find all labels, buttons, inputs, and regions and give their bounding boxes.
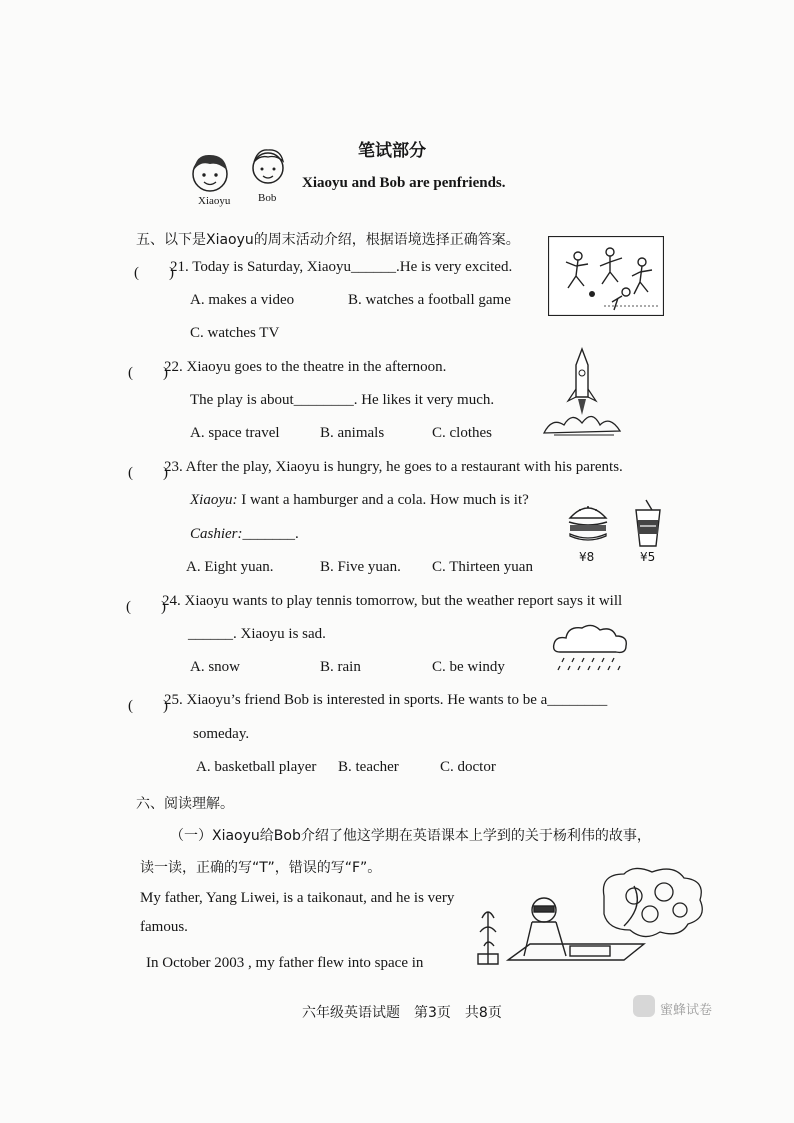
q22-option-b: B. animals [320,425,385,441]
q25-stem: 25. Xiaoyu’s friend Bob is interested in sports. He wants to be a________ [164,692,608,708]
page-subtitle: Xiaoyu and Bob are penfriends. [302,175,506,191]
q23-dialogue-1 [190,492,529,509]
q22-line2: The play is about________. He likes it very much. [190,392,495,408]
q21-option-c: C. watches TV [190,325,280,341]
q25-option-c: C. doctor [440,759,496,775]
section6-intro-2: 读一读，正确的写“T”，错误的写“F”。 [140,860,382,876]
watermark-text: 蜜蜂试卷 [660,1003,713,1018]
section5-heading: 五、以下是Xiaoyu的周末活动介绍，根据语境选择正确答案。 [136,232,520,248]
q25-option-b: B. teacher [338,759,399,775]
q23-dialogue-2 [190,526,299,543]
q25-answer-box[interactable]: ( ) [128,698,168,714]
q23-option-c: C. Thirteen yuan [432,559,533,575]
passage-line-3: In October 2003 , my father flew into space in [146,955,424,971]
q23-speaker-xiaoyu: Xiaoyu: [190,492,238,508]
q24-option-c: C. be windy [432,659,505,675]
passage-line-1: My father, Yang Liwei, is a taikonaut, and he is very [140,890,455,906]
page-footer: 六年级英语试题 第3页 共8页 [302,1005,502,1021]
q22-option-a: A. space travel [190,425,280,441]
rain-cloud-icon [550,622,630,678]
q21-stem: 21. Today is Saturday, Xiaoyu______.He is very excited. [170,259,513,275]
q23-line2: _______. [242,526,299,542]
q23-answer-box[interactable]: ( ) [128,465,168,481]
q25-option-a: A. basketball player [196,759,317,775]
watermark-logo-icon [633,995,655,1017]
bob-label: Bob [258,192,277,204]
q24-stem: 24. Xiaoyu wants to play tennis tomorrow, but the weather report says it will [162,593,623,609]
cola-picture [632,498,664,548]
q22-answer-box[interactable]: ( ) [128,365,168,381]
section6-intro-1: （一）Xiaoyu给Bob介绍了他这学期在英语课本上学到的关于杨利伟的故事， [170,828,651,844]
xiaoyu-label: Xiaoyu [198,195,231,207]
q21-option-a: A. makes a video [190,292,295,308]
taikonaut-desk-picture [474,866,726,970]
q21-answer-box[interactable]: ( ) [134,265,174,281]
q22-option-c: C. clothes [432,425,492,441]
q24-option-b: B. rain [320,659,361,675]
q23-line1: I want a hamburger and a cola. How much is it? [237,492,529,508]
section6-heading: 六、阅读理解。 [136,796,234,812]
page-title: 笔试部分 [358,141,426,161]
cola-price: ¥5 [640,550,656,564]
xiaoyu-portrait [188,150,233,195]
bob-portrait [248,145,288,187]
q22-stem: 22. Xiaoyu goes to the theatre in the afternoon. [164,359,447,375]
q23-option-a: A. Eight yuan. [186,559,274,575]
q24-line2: ______. Xiaoyu is sad. [188,626,326,642]
q23-speaker-cashier: Cashier: [190,526,243,542]
football-game-picture [548,236,664,316]
hamburger-price: ¥8 [579,550,595,564]
q21-option-b: B. watches a football game [348,292,511,308]
q25-line2: someday. [193,726,250,742]
q23-option-b: B. Five yuan. [320,559,401,575]
rocket-launch-picture [540,345,624,441]
hamburger-picture [566,498,610,544]
q23-stem: 23. After the play, Xiaoyu is hungry, he goes to a restaurant with his parents. [164,459,623,475]
q24-answer-box[interactable]: ( ) [126,599,166,615]
passage-line-2: famous. [140,919,188,935]
q24-option-a: A. snow [190,659,241,675]
